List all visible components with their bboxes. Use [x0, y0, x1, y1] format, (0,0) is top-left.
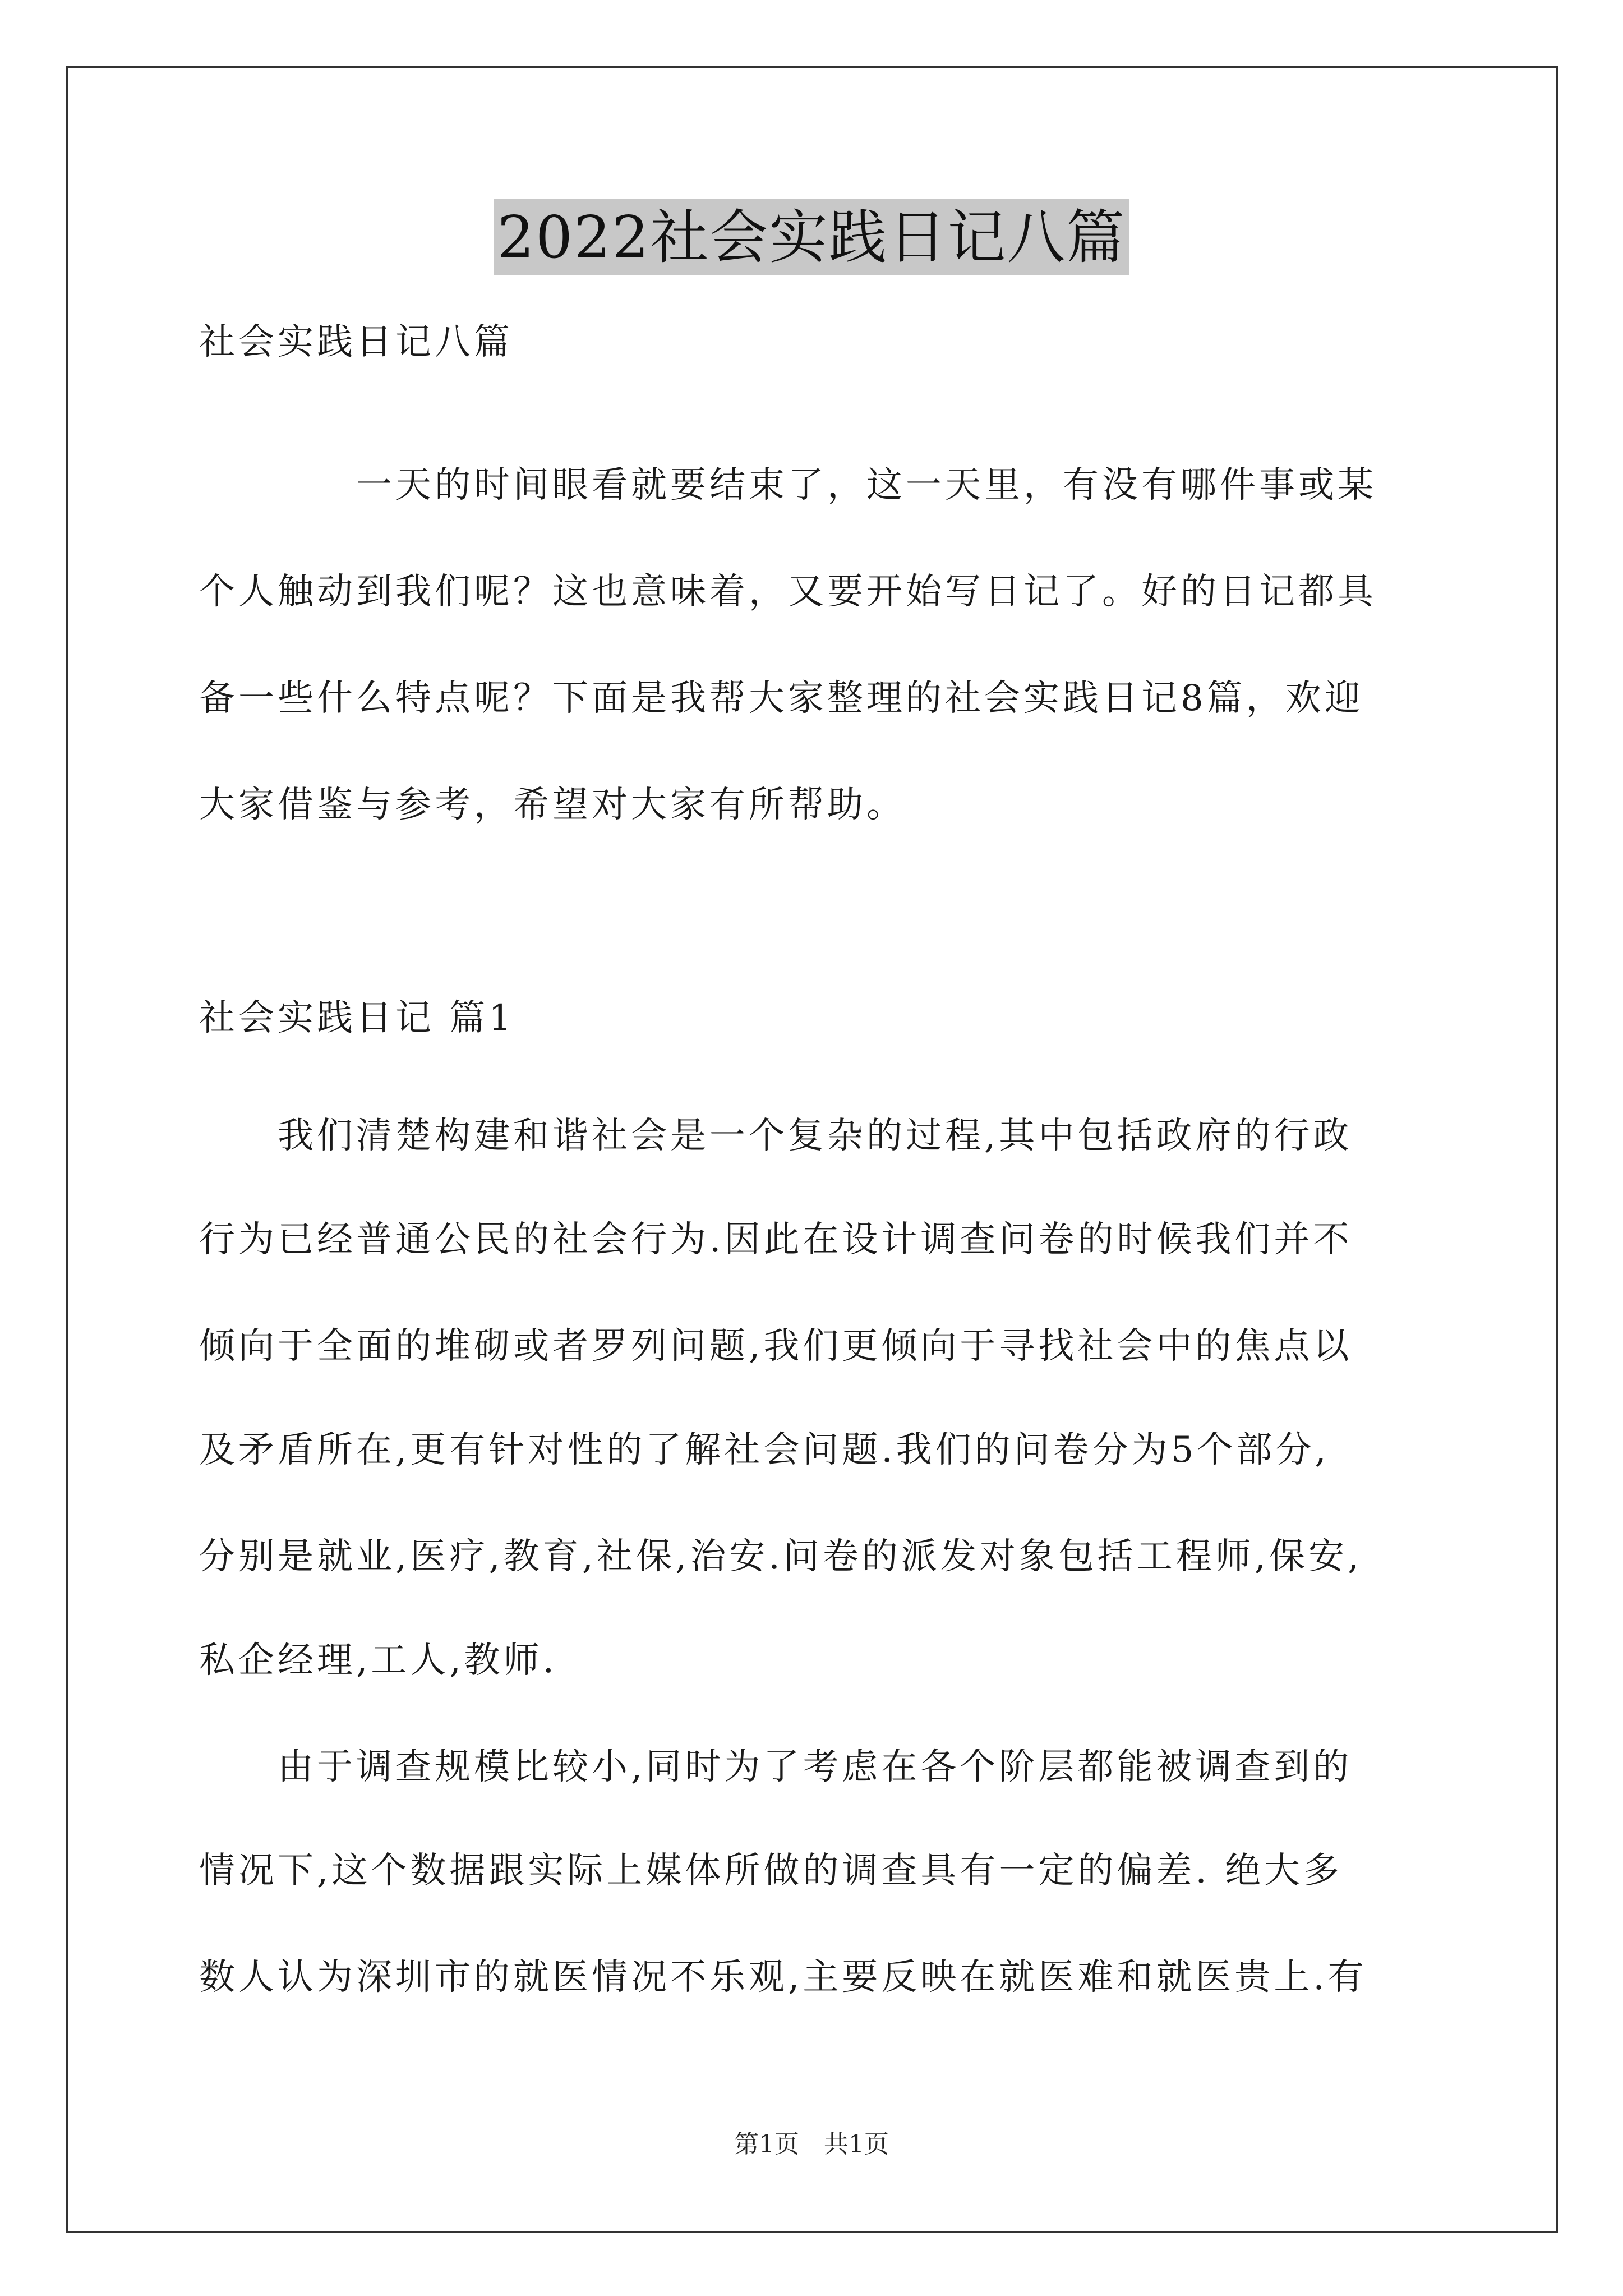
paragraph-line: 备一些什么特点呢？下面是我帮大家整理的社会实践日记8篇，欢迎 [199, 678, 1364, 719]
section-heading: 社会实践日记 篇1 [199, 997, 515, 1039]
document-title: 2022社会实践日记八篇 [494, 199, 1129, 275]
paragraph-line: 分别是就业,医疗,教育,社保,治安.问卷的派发对象包括工程师,保安, [199, 1536, 1363, 1577]
paragraph-line: 私企经理,工人,教师. [199, 1640, 558, 1681]
paragraph-line: 行为已经普通公民的社会行为.因此在设计调查问卷的时候我们并不 [199, 1219, 1353, 1260]
section-heading: 社会实践日记八篇 [199, 321, 513, 363]
paragraph-line: 我们清楚构建和谐社会是一个复杂的过程,其中包括政府的行政 [199, 1115, 1353, 1157]
paragraph-line: 个人触动到我们呢？这也意味着，又要开始写日记了。好的日记都具 [199, 571, 1377, 613]
paragraph-line: 及矛盾所在,更有针对性的了解社会问题.我们的问卷分为5个部分, [199, 1429, 1330, 1471]
paragraph-line: 情况下,这个数据跟实际上媒体所做的调查具有一定的偏差. 绝大多 [199, 1850, 1343, 1892]
paragraph-line: 由于调查规模比较小,同时为了考虑在各个阶层都能被调查到的 [199, 1746, 1353, 1788]
title-container [0, 199, 1623, 275]
paragraph-line: 倾向于全面的堆砌或者罗列问题,我们更倾向于寻找社会中的焦点以 [199, 1326, 1353, 1367]
page-footer: 第1页 共1页 [734, 2130, 889, 2159]
paragraph-line: 大家借鉴与参考，希望对大家有所帮助。 [199, 784, 906, 826]
paragraph-line: 一天的时间眼看就要结束了，这一天里，有没有哪件事或某 [199, 464, 1377, 506]
paragraph-line: 数人认为深圳市的就医情况不乐观,主要反映在就医难和就医贵上.有 [199, 1957, 1367, 1998]
